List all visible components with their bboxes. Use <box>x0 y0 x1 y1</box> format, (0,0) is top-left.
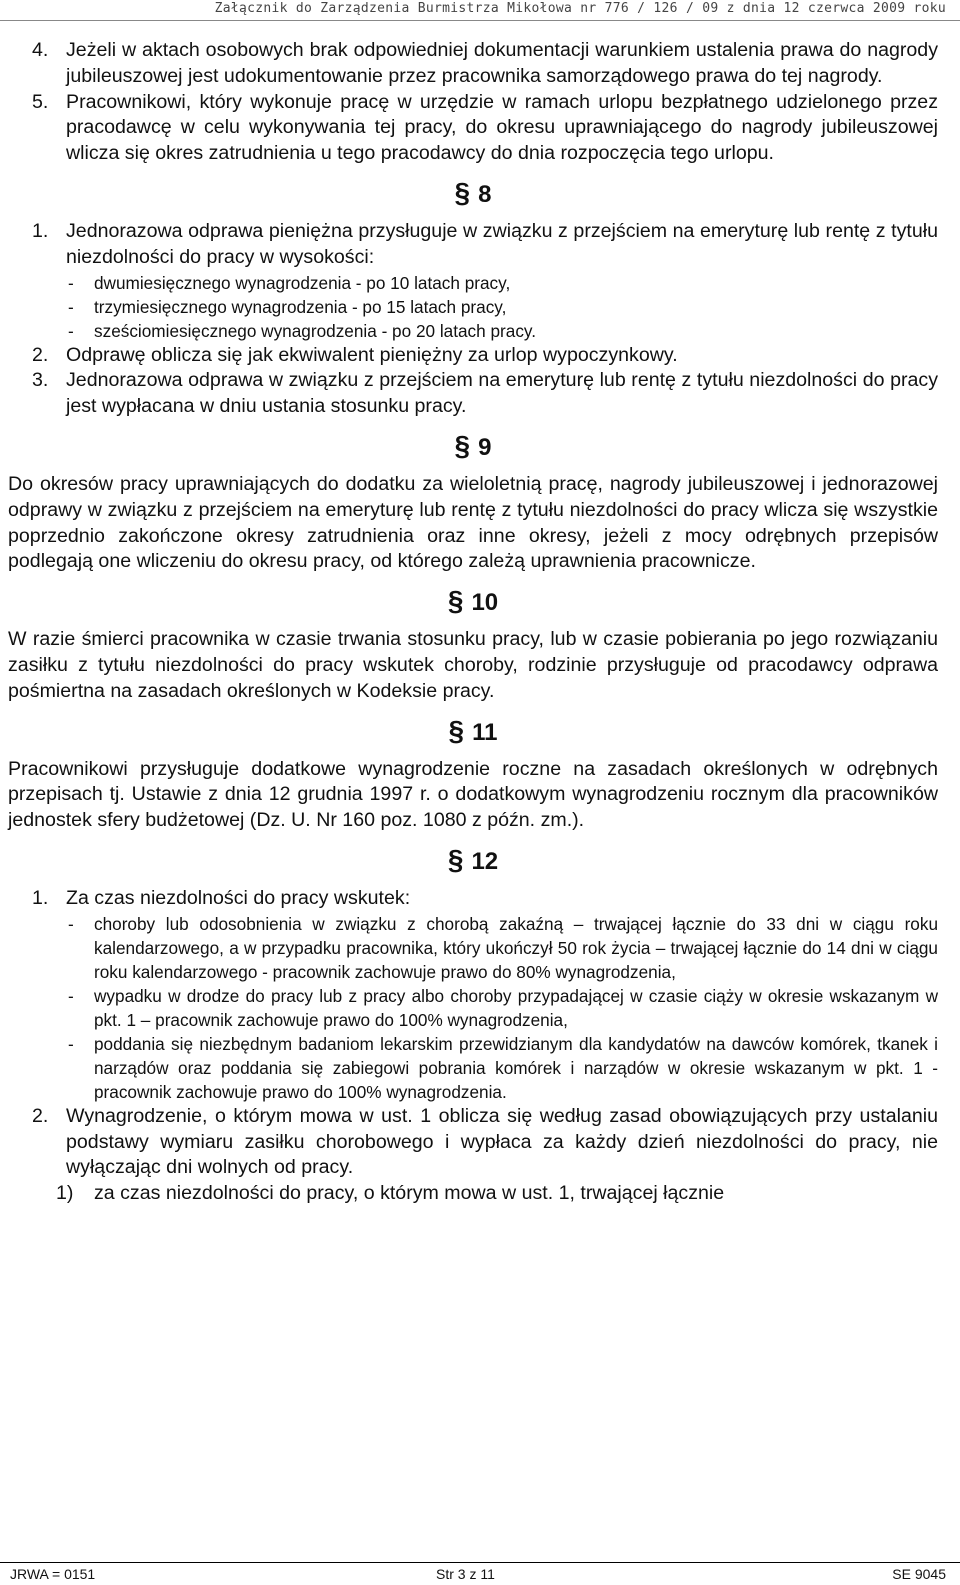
sec8-item-1 <box>8 219 938 271</box>
section-heading-11 <box>8 709 938 753</box>
sec12-item-1 <box>8 886 938 912</box>
section-heading-8 <box>8 171 938 215</box>
sec8-item-3 <box>8 368 938 420</box>
sec8-dash-list <box>8 271 938 343</box>
list-item: - trzymiesięcznego wynagrodzenia - po 15 latach pracy, <box>68 296 507 317</box>
section-number: 8 <box>478 180 492 208</box>
item-number: 1. <box>32 886 49 909</box>
item-number: 4. <box>32 39 49 61</box>
item-text: Za czas niezdolności do pracy wskutek: <box>66 886 411 909</box>
section-number: 10 <box>471 589 499 617</box>
sec8-item-2 <box>8 343 938 369</box>
section-number: 12 <box>471 847 499 875</box>
sec7-item-4 <box>8 38 938 90</box>
item-number: 2. <box>32 1104 49 1127</box>
item-number: 1) <box>56 1182 74 1205</box>
list-item: - sześciomiesięcznego wynagrodzenia - po 20 latach pracy. <box>68 320 537 341</box>
item-number: 3. <box>32 369 49 392</box>
sec12-dash-list <box>8 912 938 1104</box>
paragraph-sign: § <box>454 429 471 461</box>
section-number: 9 <box>478 433 492 461</box>
section-heading-9 <box>8 424 938 468</box>
paragraph-sign: § <box>448 714 465 746</box>
page-footer <box>0 1562 960 1585</box>
list-item: - dwumiesięcznego wynagrodzenia - po 10 latach pracy, <box>68 272 511 293</box>
paragraph-sign: § <box>447 843 464 875</box>
sec9-text: Do okresów pracy uprawniających do dodatku za wieloletnią pracę, nagrody jubileuszowej i jednorazowej odprawy w związku z przejściem na emeryturę lub rentę z tytułu niezdolności do pracy wlicza się wszystkie poprzednio zakończone okresy zatrudnienia oraz inne okresy, jeżeli z mocy odrębnych przepisów podlegają one wliczeniu do okresu pracy, od którego zależą uprawnienia pracownicze. <box>8 472 938 573</box>
item-text: Jednorazowa odprawa pieniężna przysługuje w związku z przejściem na emeryturę lub rentę z tytułu niezdolności do pracy w wysokości: <box>66 219 938 268</box>
list-item: - poddania się niezbędnym badaniom lekarskim przewidzianym dla kandydatów na dawców komórek, tkanek i narządów oraz poddania się zabiegowi pobrania komórek i narządów w okresie wskazanym w pkt. 1 - pracownik zachowuje prawo do 100% wynagrodzenia. <box>68 1033 938 1102</box>
item-number: 1. <box>32 219 49 242</box>
footer-page-number: Str 3 z 11 <box>436 1566 495 1582</box>
paragraph-sign: § <box>447 585 464 617</box>
item-text: Jednorazowa odprawa w związku z przejściem na emeryturę lub rentę z tytułu niezdolności do pracy jest wypłacana w dniu ustania stosunku pracy. <box>66 369 938 418</box>
document-body <box>8 38 938 1207</box>
item-text: Pracownikowi, który wykonuje pracę w urzędzie w ramach urlopu bezpłatnego udzielonego przez pracodawcę w celu wykonywania tej pracy, do okresu uprawniającego do nagrody jubileuszowej wlicza się okres zatrudnienia u tego pracodawcy do dnia rozpoczęcia tego urlopu. <box>66 90 938 165</box>
page-header: Załącznik do Zarządzenia Burmistrza Mikołowa nr 776 / 126 / 09 z dnia 12 czerwca 2009 roku <box>0 0 960 21</box>
footer-jrwa: JRWA = 0151 <box>10 1566 96 1582</box>
sec11-text: Pracownikowi przysługuje dodatkowe wynagrodzenie roczne na zasadach określonych w odrębnych przepisach tj. Ustawie z dnia 12 grudnia 1997 r. o dodatkowym wynagrodzeniu rocznym dla pracowników jednostek sfery budżetowej (Dz. U. Nr 160 poz. 1080 z późn. zm.). <box>8 757 938 832</box>
section-heading-10 <box>8 579 938 623</box>
footer-doc-code: SE 9045 <box>892 1566 946 1582</box>
sec12-item-2 <box>8 1104 938 1181</box>
item-text: Wynagrodzenie, o którym mowa w ust. 1 oblicza się według zasad obowiązujących przy ustalaniu podstawy wymiaru zasiłku chorobowego i wypłaca za każdy dzień niezdolności do pracy, nie wyłączając dni wolnych od pracy. <box>66 1104 938 1179</box>
list-item: - choroby lub odosobnienia w związku z chorobą zakaźną – trwającej łącznie do 33 dni w ciągu roku kalendarzowego, a w przypadku pracownika, który ukończył 50 rok życia – trwającej łącznie do 14 dni w ciągu roku kalendarzowego - pracownik zachowuje prawo do 80% wynagrodzenia, <box>68 913 938 982</box>
sec12-subitem-1 <box>8 1181 938 1207</box>
item-text: za czas niezdolności do pracy, o którym mowa w ust. 1, trwającej łącznie <box>94 1182 725 1205</box>
item-number: 5. <box>32 90 49 113</box>
item-text: Jeżeli w aktach osobowych brak odpowiedniej dokumentacji warunkiem ustalenia prawa do nagrody jubileuszowej jest udokumentowanie przez pracownika samorządowego prawa do tej nagrody. <box>66 39 938 87</box>
item-number: 2. <box>32 343 49 366</box>
section-number: 11 <box>472 718 498 746</box>
paragraph-sign: § <box>454 176 471 208</box>
section-heading-12 <box>8 838 938 882</box>
sec7-item-5 <box>8 90 938 167</box>
item-text: Odprawę oblicza się jak ekwiwalent pieniężny za urlop wypoczynkowy. <box>66 343 678 366</box>
sec10-text: W razie śmierci pracownika w czasie trwania stosunku pracy, lub w czasie pobierania po jego rozwiązaniu zasiłku z tytułu niezdolności do pracy wskutek choroby, rodzinie przysługuje od pracodawcy odprawa pośmiertna na zasadach określonych w Kodeksie pracy. <box>8 628 938 702</box>
list-item: - wypadku w drodze do pracy lub z pracy albo choroby przypadającej w czasie ciąży w okresie wskazanym w pkt. 1 – pracownik zachowuje prawo do 100% wynagrodzenia, <box>68 985 938 1030</box>
